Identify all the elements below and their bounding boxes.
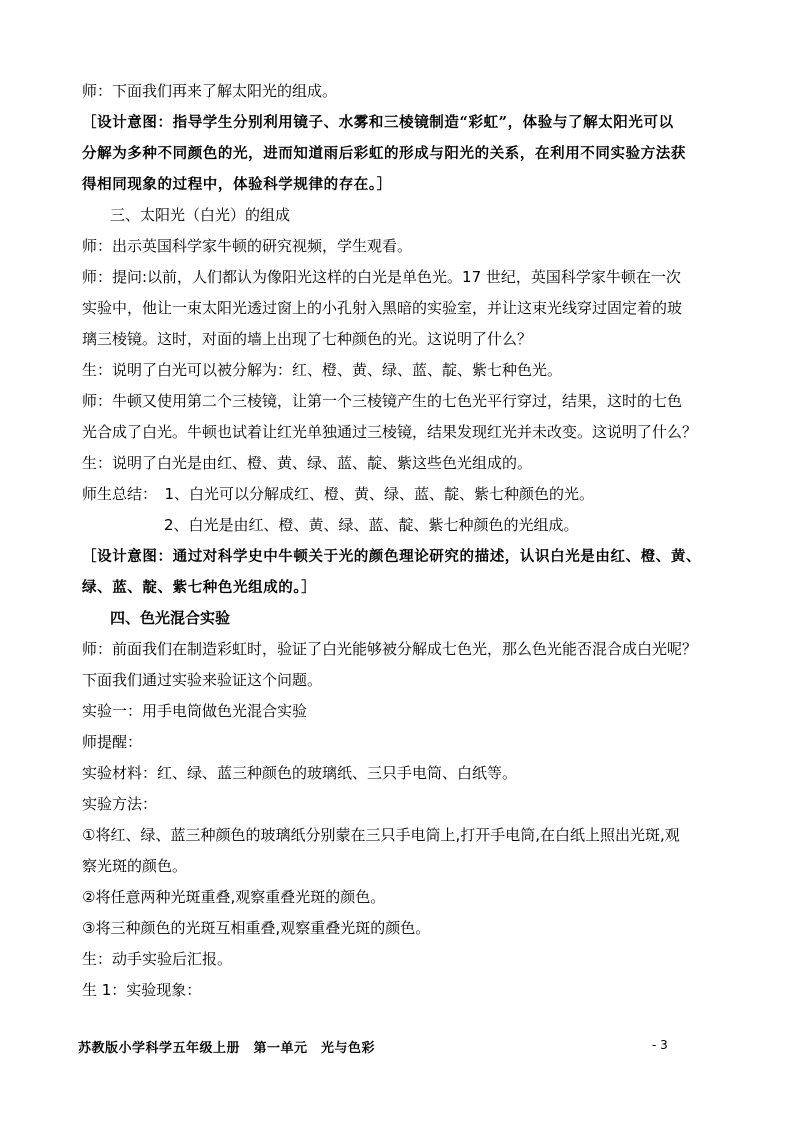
section-heading: 四、色光混合实验 — [110, 609, 231, 627]
body-line: 光合成了白光。牛顿也试着让红光单独通过三棱镜，结果发现红光并未改变。这说明了什么？ — [82, 423, 698, 441]
experiment-title: 实验一：用手电筒做色光混合实验 — [82, 702, 308, 720]
design-intent-note: 绿、蓝、靛、紫七种色光组成的。］ — [82, 579, 317, 596]
teacher-reminder: 师提醒： — [82, 733, 143, 751]
experiment-step: ①将红、绿、蓝三种颜色的玻璃纸分别蒙在三只手电筒上,打开手电筒,在白纸上照出光斑,观 — [82, 826, 680, 844]
teacher-line: 师：牛顿又使用第二个三棱镜，让第一个三棱镜产生的七色光平行穿过，结果，这时的七色 — [82, 392, 683, 410]
body-line: 璃三棱镜。这时，对面的墙上出现了七种颜色的光。这说明了什么？ — [82, 330, 533, 348]
teacher-line: 师：出示英国科学家牛顿的研究视频，学生观看。 — [82, 237, 413, 255]
design-intent-note: 得相同现象的过程中，体验科学规律的存在。］ — [82, 176, 392, 193]
student-line: 生 1：实验现象： — [82, 981, 202, 999]
summary-line: 师生总结： 1、白光可以分解成红、橙、黄、绿、蓝、靛、紫七种颜色的光。 — [82, 485, 595, 503]
student-line: 生：说明了白光可以被分解为：红、橙、黄、绿、蓝、靛、紫七种色光。 — [82, 361, 563, 379]
student-line: 生：说明了白光是由红、橙、黄、绿、蓝、靛、紫这些色光组成的。 — [82, 454, 533, 472]
body-line: 下面我们通过实验来验证这个问题。 — [82, 671, 323, 689]
teacher-line: 师：下面我们再来了解太阳光的组成。 — [82, 82, 338, 100]
summary-line: 2、白光是由红、橙、黄、绿、蓝、靛、紫七种颜色的光组成。 — [164, 516, 579, 534]
footer-title: 苏教版小学科学五年级上册 第一单元 光与色彩 — [78, 1041, 376, 1056]
design-intent-note: ［设计意图：指导学生分别利用镜子、水雾和三棱镜制造“彩虹”，体验与了解太阳光可以 — [82, 114, 674, 131]
section-heading: 三、太阳光（白光）的组成 — [110, 206, 291, 224]
teacher-line: 师：前面我们在制造彩虹时，验证了白光能够被分解成七色光，那么色光能否混合成白光呢？ — [82, 640, 698, 658]
experiment-materials: 实验材料：红、绿、蓝三种颜色的玻璃纸、三只手电筒、白纸等。 — [82, 764, 518, 782]
page-number: - 3 — [652, 1038, 668, 1052]
experiment-method-label: 实验方法： — [82, 795, 158, 813]
body-line: 实验中，他让一束太阳光透过窗上的小孔射入黑暗的实验室，并让这束光线穿过固定着的玻 — [82, 299, 683, 317]
experiment-step: ②将任意两种光斑重叠,观察重叠光斑的颜色。 — [82, 888, 386, 906]
design-intent-note: 分解为多种不同颜色的光，进而知道雨后彩虹的形成与阳光的关系，在利用不同实验方法获 — [82, 145, 686, 162]
experiment-step: ③将三种颜色的光斑互相重叠,观察重叠光斑的颜色。 — [82, 919, 431, 937]
experiment-step: 察光斑的颜色。 — [82, 857, 188, 875]
design-intent-note: ［设计意图：通过对科学史中牛顿关于光的颜色理论研究的描述，认识白光是由红、橙、黄、 — [82, 548, 702, 565]
document-body — [82, 76, 722, 1006]
student-line: 生：动手实验后汇报。 — [82, 950, 233, 968]
teacher-line: 师：提问:以前，人们都认为像阳光这样的白光是单色光。17 世纪，英国科学家牛顿在一次 — [82, 268, 681, 286]
